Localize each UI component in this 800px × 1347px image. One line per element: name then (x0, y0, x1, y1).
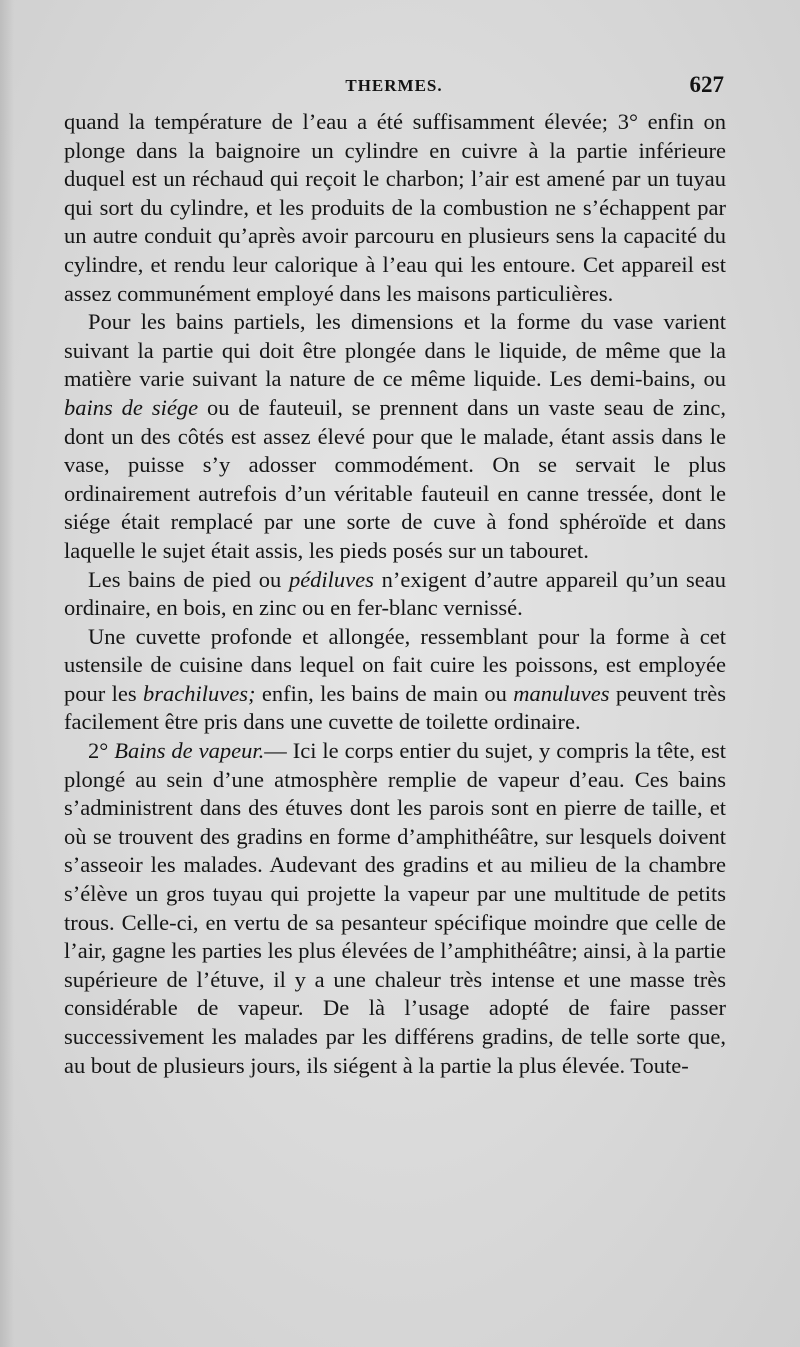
page-edge-shadow (0, 0, 14, 1347)
text-run: 2° (88, 738, 115, 764)
page-number: 627 (689, 72, 724, 97)
italic-term: pédiluves (288, 566, 374, 592)
text-run: Pour les bains partiels, les dimensions et la forme du vase varient suivant la partie qui doit être plongée dans le liquide, de même que la matière varie suivant la nature de ce même liquide. Les demi-bains, ou (64, 309, 726, 392)
italic-term: bains de siége (64, 394, 199, 420)
italic-term: Bains de vapeur. (114, 738, 265, 764)
text-run: peuvent très facilement être pris dans une cuvette de toilette ordinaire. (64, 680, 726, 735)
italic-term: brachiluves; (143, 680, 256, 706)
text-run: ou de fauteuil, se prennent dans un vaste seau de zinc, dont un des côtés est assez élevé pour que le malade, étant assis dans le vase, puisse s’y adosser commodément. On se servait le plus ordinairement autrefois d’un véritable fauteuil en canne tressée, dont le siége était remplacé par une sorte de cuve à fond sphéroïde et dans laquelle le sujet était assis, les pieds posés sur un tabouret. (64, 394, 726, 563)
paragraph (64, 623, 726, 737)
running-title: THERMES. (345, 76, 443, 95)
paragraph (64, 108, 726, 308)
body-text (64, 108, 726, 1080)
paragraph (64, 566, 726, 623)
italic-term: manuluves (513, 680, 610, 706)
paragraph (64, 737, 726, 1080)
text-run: enfin, les bains de main ou (255, 680, 514, 706)
paragraph (64, 308, 726, 565)
text-run: — Ici le corps entier du sujet, y compris la tête, est plongé au sein d’une atmosphère remplie de vapeur d’eau. Ces bains s’administrent dans des étuves dont les parois sont en pierre de taille, et où se trouvent des gradins en forme d’amphithéâtre, sur lesquels doivent s’asseoir les malades. Audevant des gradins et au milieu de la chambre s’élève un gros tuyau qui projette la vapeur par une multitude de petits trous. Celle-ci, en vertu de sa pesanteur spécifique moindre que celle de l’air, gagne les parties les plus élevées de l’amphithéâtre; ainsi, à la partie supérieure de l’étuve, il y a une chaleur très intense et une masse très considérable de vapeur. De là l’usage adopté de faire passer successivement les malades par les différens gradins, de telle sorte que, au bout de plusieurs jours, ils siégent à la partie la plus élevée. Toute- (64, 738, 726, 1078)
text-run: n’exigent d’autre appareil qu’un seau ordinaire, en bois, en zinc ou en fer-blanc vernissé. (64, 566, 726, 621)
text-run: Une cuvette profonde et allongée, ressemblant pour la forme à cet ustensile de cuisine dans lequel on fait cuire les poissons, est employée pour les (64, 623, 726, 706)
text-run: Les bains de pied ou (88, 566, 289, 592)
text-run: quand la température de l’eau a été suffisamment élevée; 3° enfin on plonge dans la baignoire un cylindre en cuivre à la partie inférieure duquel est un réchaud qui reçoit le charbon; l’air est amené par un tuyau qui sort du cylindre, et les produits de la combustion ne s’échappent par un autre conduit qu’après avoir parcouru en plusieurs sens la capacité du cylindre, et rendu leur calorique à l’eau qui les entoure. Cet appareil est assez communément employé dans les maisons particulières. (64, 109, 726, 306)
page-header (64, 72, 724, 104)
